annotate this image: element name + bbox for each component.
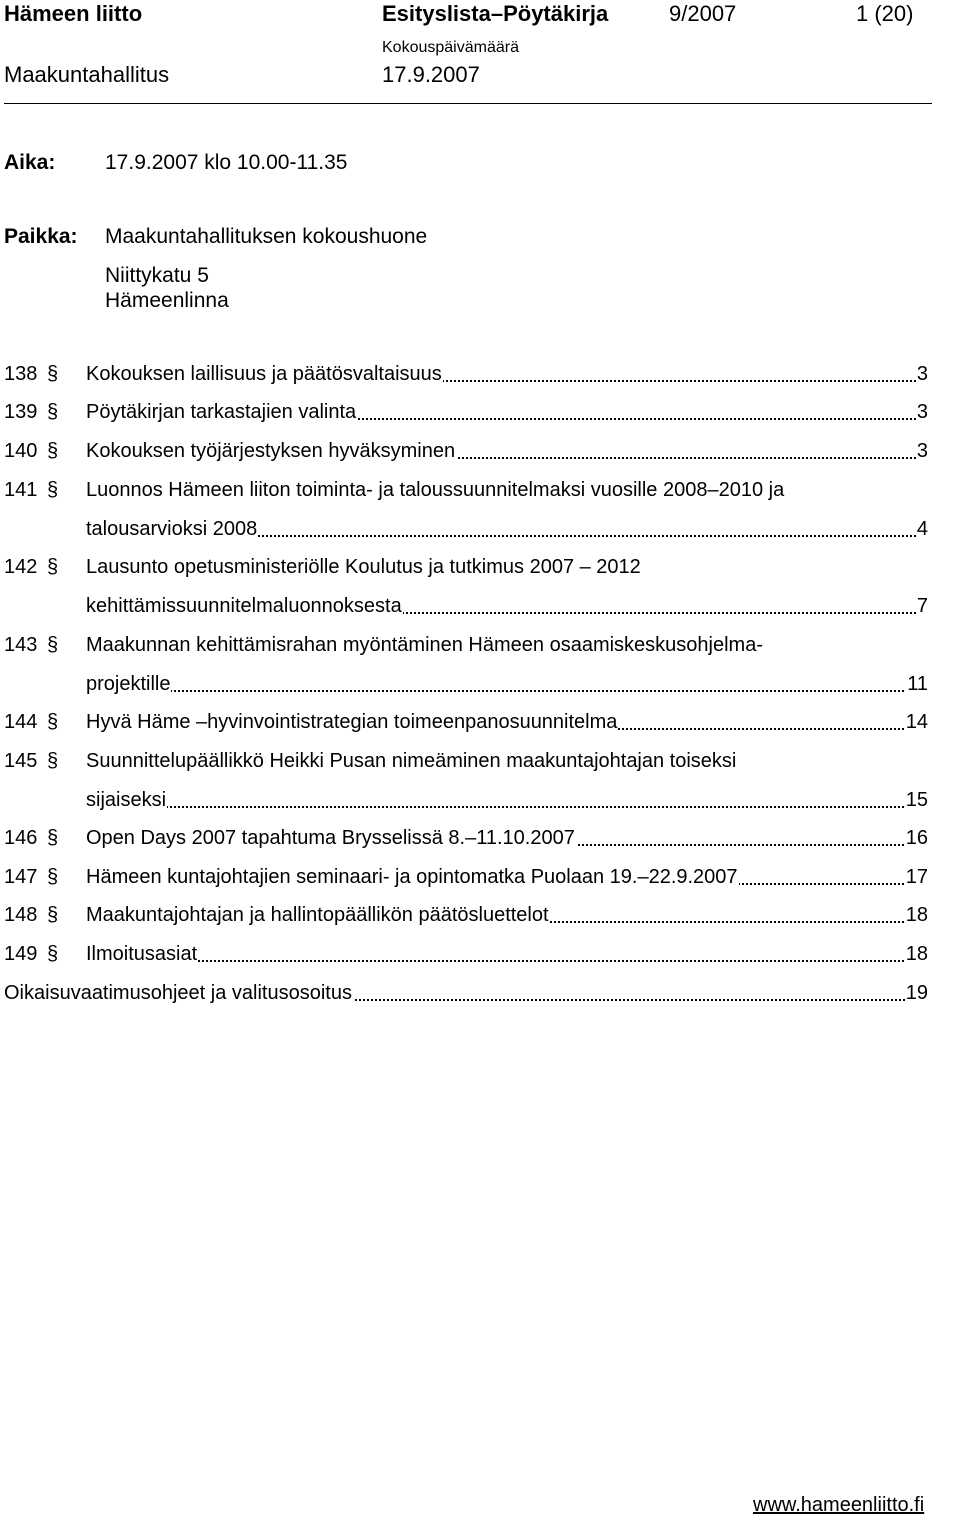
toc-item-title: Kokouksen työjärjestyksen hyväksyminen: [86, 440, 456, 462]
toc-appendix-title: Oikaisuvaatimusohjeet ja valitusosoitus: [4, 982, 352, 1004]
section-sign-icon: §: [47, 401, 59, 423]
section-sign-icon: §: [47, 866, 59, 888]
toc-item-number: 138: [4, 363, 38, 385]
header-rule: [4, 103, 932, 104]
toc-item-title: kehittämissuunnitelmaluonnoksesta: [86, 595, 402, 617]
toc-item-title: Open Days 2007 tapahtuma Brysselissä 8.–11.10.2007: [86, 827, 575, 849]
date-label: Kokouspäivämäärä: [382, 39, 519, 56]
toc-page-number: 16: [905, 827, 928, 849]
toc-item-title: talousarvioksi 2008: [86, 518, 258, 540]
toc-item-number: 148: [4, 904, 38, 926]
toc-item-title: Lausunto opetusministeriölle Koulutus ja tutkimus 2007 – 2012: [86, 556, 641, 578]
toc-page-number: 3: [916, 401, 928, 423]
toc-item-title: Pöytäkirjan tarkastajien valinta: [86, 401, 357, 423]
toc-item-title: Maakunnan kehittämisrahan myöntäminen Hämeen osaamiskeskusohjelma-: [86, 634, 764, 656]
body-name: Maakuntahallitus: [4, 62, 170, 87]
toc-entry[interactable]: [86, 903, 928, 927]
toc-item-title: Hämeen kuntajohtajien seminaari- ja opintomatka Puolaan 19.–22.9.2007: [86, 866, 738, 888]
org-name: Hämeen liitto: [4, 1, 143, 26]
section-sign-icon: §: [47, 904, 59, 926]
toc-page-number: 14: [905, 711, 928, 733]
time-label: Aika:: [4, 151, 56, 174]
toc-page-number: 17: [905, 866, 928, 888]
toc-item-title: Suunnittelupäällikkö Heikki Pusan nimeäminen maakuntajohtajan toiseksi: [86, 750, 737, 772]
section-sign-icon: §: [47, 711, 59, 733]
toc-appendix-entry[interactable]: [4, 981, 928, 1005]
section-sign-icon: §: [47, 750, 59, 772]
toc-item-number: 141: [4, 479, 38, 501]
toc-item-title: projektille: [86, 673, 171, 695]
toc-item-title: Maakuntajohtajan ja hallintopäällikön päätösluettelot: [86, 904, 549, 926]
toc-entry[interactable]: [86, 362, 928, 386]
dot-leader: [86, 960, 928, 962]
place-line: Maakuntahallituksen kokoushuone: [105, 225, 428, 248]
toc-entry[interactable]: [86, 942, 928, 966]
toc-entry[interactable]: [86, 672, 928, 696]
toc-entry[interactable]: [86, 439, 928, 463]
toc-page-number: 18: [905, 943, 928, 965]
dot-leader: [86, 690, 928, 692]
toc-item-title: Hyvä Häme –hyvinvointistrategian toimeenpanosuunnitelma: [86, 711, 618, 733]
toc-item-number: 147: [4, 866, 38, 888]
toc-item-title: Ilmoitusasiat: [86, 943, 198, 965]
toc-item-number: 146: [4, 827, 38, 849]
toc-item-number: 139: [4, 401, 38, 423]
toc-page-number: 19: [905, 982, 928, 1004]
toc-item-number: 149: [4, 943, 38, 965]
toc-entry[interactable]: [86, 826, 928, 850]
section-sign-icon: §: [47, 479, 59, 501]
page-number: 1 (20): [856, 1, 914, 26]
toc-item-number: 145: [4, 750, 38, 772]
toc-page-number: 4: [916, 518, 928, 540]
dot-leader: [86, 806, 928, 808]
toc-page-number: 3: [916, 363, 928, 385]
toc-item-title: Luonnos Hämeen liiton toiminta- ja taloussuunnitelmaksi vuosille 2008–2010 ja: [86, 479, 785, 501]
section-sign-icon: §: [47, 634, 59, 656]
place-line: Hämeenlinna: [105, 289, 229, 312]
toc-page-number: 3: [916, 440, 928, 462]
toc-entry[interactable]: [86, 594, 928, 618]
document-number: 9/2007: [669, 1, 737, 26]
toc-page-number: 11: [907, 673, 928, 695]
footer-url[interactable]: www.hameenliitto.fi: [753, 1494, 925, 1516]
place-label: Paikka:: [4, 225, 78, 248]
toc-item-title: Kokouksen laillisuus ja päätösvaltaisuus: [86, 363, 442, 385]
toc-entry[interactable]: [86, 400, 928, 424]
toc-item-number: 142: [4, 556, 38, 578]
toc-entry[interactable]: [86, 865, 928, 889]
document-type: Esityslista–Pöytäkirja: [382, 1, 609, 26]
toc-item-number: 144: [4, 711, 38, 733]
meeting-time: 17.9.2007 klo 10.00-11.35: [105, 151, 348, 174]
toc-page-number: 15: [905, 789, 928, 811]
toc-page-number: 7: [916, 595, 928, 617]
section-sign-icon: §: [47, 363, 59, 385]
meeting-date: 17.9.2007: [382, 62, 480, 87]
toc-entry[interactable]: [86, 517, 928, 541]
toc-entry[interactable]: [86, 788, 928, 812]
toc-item-title: sijaiseksi: [86, 789, 167, 811]
section-sign-icon: §: [47, 440, 59, 462]
toc-item-number: 140: [4, 440, 38, 462]
toc-page-number: 18: [905, 904, 928, 926]
section-sign-icon: §: [47, 556, 59, 578]
toc-entry[interactable]: [86, 710, 928, 734]
section-sign-icon: §: [47, 943, 59, 965]
section-sign-icon: §: [47, 827, 59, 849]
place-line: Niittykatu 5: [105, 264, 209, 287]
toc-item-number: 143: [4, 634, 38, 656]
